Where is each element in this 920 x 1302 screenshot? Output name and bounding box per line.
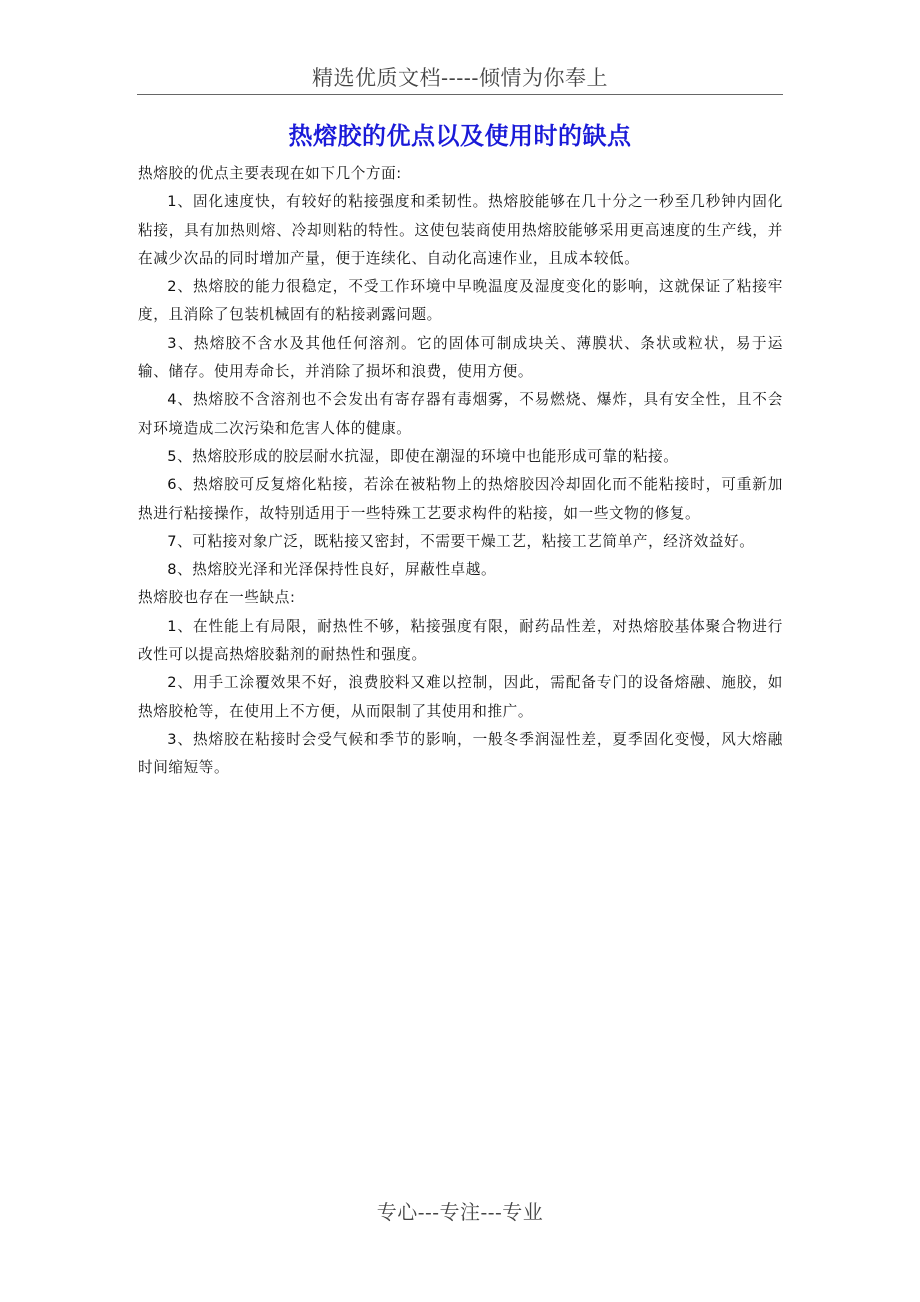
advantage-item-7: 7、可粘接对象广泛，既粘接又密封，不需要干燥工艺，粘接工艺简单产，经济效益好。 — [167, 532, 755, 550]
disadvantage-item-3: 3、热熔胶在粘接时会受气候和季节的影响，一般冬季润湿性差，夏季固化变慢，风大熔融时间缩短等。 — [138, 730, 783, 777]
disadvantage-item-1: 1、在性能上有局限，耐热性不够，粘接强度有限，耐药品性差，对热熔胶基体聚合物进行改性可以提高热熔胶黏剂的耐热性和强度。 — [138, 617, 783, 664]
advantages-heading: 热熔胶的优点主要表现在如下几个方面: — [138, 165, 402, 182]
page-header: 精选优质文档-----倾情为你奉上 — [312, 66, 608, 90]
advantage-item-8: 8、热熔胶光泽和光泽保持性良好，屏蔽性卓越。 — [167, 561, 497, 579]
document-body — [138, 160, 783, 783]
advantage-item-3: 3、热熔胶不含水及其他任何溶剂。它的固体可制成块关、薄膜状、条状或粒状，易于运输、储存。使用寿命长，并消除了损坏和浪费，使用方便。 — [138, 334, 783, 381]
header-divider — [137, 94, 783, 95]
disadvantages-heading: 热熔胶也存在一些缺点: — [138, 589, 296, 607]
page-footer: 专心---专注---专业 — [376, 1200, 544, 1224]
advantage-item-4: 4、热熔胶不含溶剂也不会发出有寄存器有毒烟雾，不易燃烧、爆炸，具有安全性，且不会对环境造成二次污染和危害人体的健康。 — [138, 391, 783, 437]
advantage-item-6: 6、热熔胶可反复熔化粘接，若涂在被粘物上的热熔胶因冷却固化而不能粘接时，可重新加热进行粘接操作，故特别适用于一些特殊工艺要求构件的粘接，如一些文物的修复。 — [138, 476, 783, 522]
advantage-item-5: 5、热熔胶形成的胶层耐水抗湿，即使在潮湿的环境中也能形成可靠的粘接。 — [167, 447, 679, 465]
advantage-item-1: 1、固化速度快，有较好的粘接强度和柔韧性。热熔胶能够在几十分之一秒至几秒钟内固化粘接，具有加热则熔、冷却则粘的特性。这使包装商使用热熔胶能够采用更高速度的生产线，并在减少次品的同时增加产量，便于连续化、自动化高速作业，且成本较低。 — [138, 193, 783, 267]
advantage-item-2: 2、热熔胶的能力很稳定，不受工作环境中早晚温度及湿度变化的影响，这就保证了粘接牢度，且消除了包装机械固有的粘接剥露问题。 — [138, 278, 783, 324]
document-title: 热熔胶的优点以及使用时的缺点 — [288, 122, 632, 150]
disadvantage-item-2: 2、用手工涂覆效果不好，浪费胶料又难以控制，因此，需配备专门的设备熔融、施胶，如热熔胶枪等，在使用上不方便，从而限制了其使用和推广。 — [138, 674, 783, 720]
